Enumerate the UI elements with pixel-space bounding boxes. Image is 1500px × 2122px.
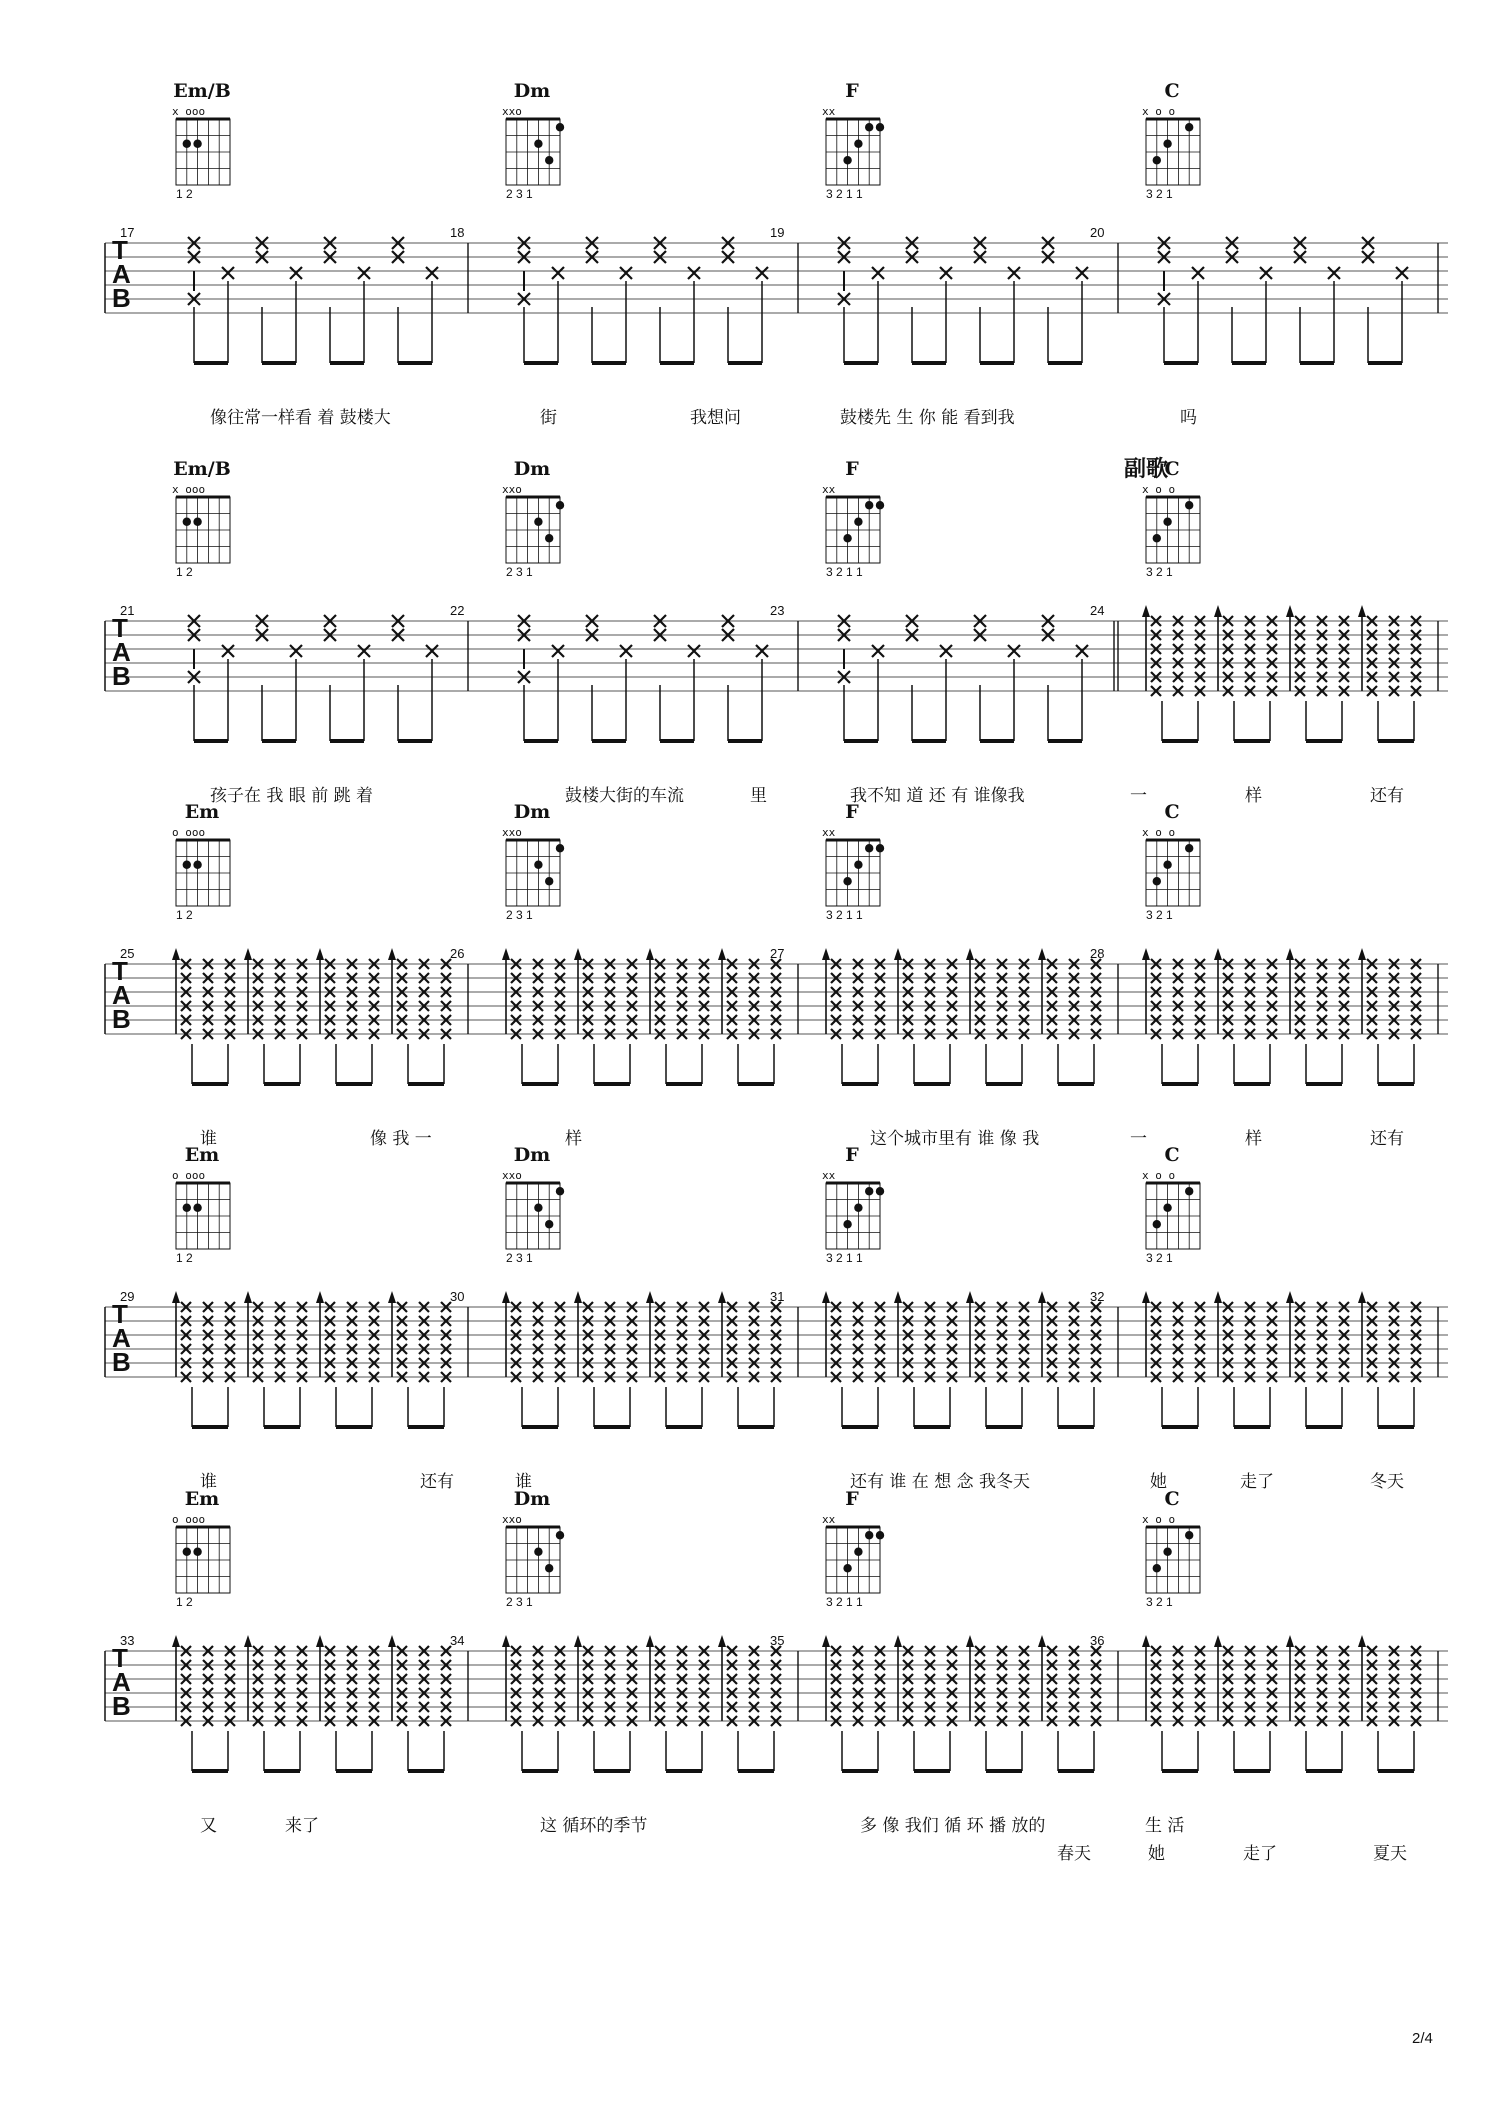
tab-clef-letter: A	[112, 637, 131, 667]
finger-numbers: 1 2	[176, 187, 193, 201]
tab-measure	[1090, 1144, 1438, 1427]
chord-name: C	[1164, 458, 1180, 480]
finger-dot	[843, 534, 851, 542]
chord-name: Em	[184, 1144, 220, 1166]
chord-name: Em	[184, 801, 220, 823]
string-markers: xxo	[502, 1169, 522, 1182]
finger-dot	[1185, 1531, 1193, 1539]
string-markers: xx	[822, 1169, 836, 1182]
chord-name: F	[845, 1488, 859, 1510]
tab-system	[105, 1144, 1448, 1492]
lyric-text-second-verse: 走了	[1243, 1844, 1277, 1864]
tab-measure	[120, 80, 468, 363]
tab-clef-letter: B	[112, 1691, 131, 1721]
chord-diagram	[822, 483, 884, 579]
chord-diagram	[1142, 105, 1200, 201]
tab-measure	[1090, 458, 1438, 741]
finger-dot	[183, 1548, 191, 1556]
finger-dot	[854, 1204, 862, 1212]
chord-name: F	[845, 1144, 859, 1166]
tab-clef-letter: B	[112, 283, 131, 313]
chord-diagram	[822, 105, 884, 201]
tab-clef-letter: A	[112, 1323, 131, 1353]
string-markers: x o o	[1142, 1169, 1176, 1182]
chord-name: Dm	[513, 458, 551, 480]
lyric-text: 鼓楼大街的车流	[565, 786, 684, 806]
chord-diagram	[1142, 1513, 1200, 1609]
finger-dot	[865, 501, 873, 509]
tab-measure	[1090, 80, 1438, 363]
lyric-text: 还有 谁 在 想 念 我冬天	[850, 1472, 1031, 1492]
tab-clef-letter: A	[112, 980, 131, 1010]
tab-measure	[1090, 1488, 1438, 1771]
tab-measure	[450, 801, 798, 1084]
lyric-text: 生 活	[1145, 1816, 1185, 1836]
finger-numbers: 3 2 1 1	[826, 1595, 863, 1609]
lyric-text-second-verse: 她	[1148, 1844, 1165, 1864]
finger-numbers: 2 3 1	[506, 1251, 533, 1265]
chord-diagram	[1142, 826, 1200, 922]
finger-numbers: 3 2 1 1	[826, 908, 863, 922]
measure-number: 22	[450, 603, 465, 618]
lyric-text: 一	[1130, 1129, 1147, 1149]
chord-diagram	[502, 826, 564, 922]
lyrics-line	[200, 1472, 1404, 1492]
lyric-text: 样	[1245, 786, 1262, 806]
chord-diagram	[1142, 483, 1200, 579]
measure-number: 34	[450, 1633, 465, 1648]
finger-numbers: 1 2	[176, 565, 193, 579]
chord-name: Em/B	[173, 458, 231, 480]
tab-system	[105, 1488, 1448, 1864]
lyric-text: 冬天	[1370, 1472, 1404, 1492]
finger-dot	[183, 140, 191, 148]
finger-numbers: 3 2 1 1	[826, 1251, 863, 1265]
tab-measure	[120, 1144, 468, 1427]
chord-name: C	[1164, 1144, 1180, 1166]
lyric-text: 鼓楼先 生 你 能 看到我	[840, 408, 1015, 428]
lyric-text: 样	[1245, 1129, 1262, 1149]
finger-dot	[556, 844, 564, 852]
lyric-text: 我不知 道 还 有 谁像我	[850, 786, 1025, 806]
tab-system	[105, 80, 1448, 428]
lyric-text: 还有	[420, 1472, 454, 1492]
finger-dot	[534, 140, 542, 148]
finger-dot	[1185, 501, 1193, 509]
finger-dot	[1163, 518, 1171, 526]
finger-dot	[843, 1564, 851, 1572]
measure-number: 36	[1090, 1633, 1105, 1648]
string-markers: o ooo	[172, 1513, 206, 1526]
lyric-text-second-verse: 春天	[1057, 1844, 1091, 1864]
finger-dot	[1163, 1548, 1171, 1556]
finger-numbers: 3 2 1	[1146, 187, 1173, 201]
lyric-text: 街	[540, 408, 557, 428]
measure-number: 23	[770, 603, 785, 618]
tab-clef-letter: A	[112, 1667, 131, 1697]
lyric-text: 我想问	[690, 408, 741, 428]
measure-number: 20	[1090, 225, 1105, 240]
finger-dot	[1163, 861, 1171, 869]
finger-numbers: 3 2 1 1	[826, 187, 863, 201]
measure-number: 17	[120, 225, 135, 240]
finger-dot	[534, 861, 542, 869]
chord-diagram	[502, 1169, 564, 1265]
page-number: 2/4	[1412, 2030, 1433, 2047]
lyric-text: 来了	[285, 1816, 319, 1836]
finger-numbers: 3 2 1	[1146, 565, 1173, 579]
string-markers: xx	[822, 483, 836, 496]
measure-number: 29	[120, 1289, 135, 1304]
tab-system	[105, 801, 1448, 1149]
finger-dot	[1153, 534, 1161, 542]
string-markers: x o o	[1142, 1513, 1176, 1526]
tab-clef-letter: B	[112, 1004, 131, 1034]
string-markers: x o o	[1142, 105, 1176, 118]
lyric-text: 谁	[200, 1129, 217, 1149]
chord-name: F	[845, 458, 859, 480]
lyric-text: 她	[1150, 1472, 1167, 1492]
chord-diagram	[502, 1513, 564, 1609]
finger-dot	[545, 156, 553, 164]
chord-name: Dm	[513, 80, 551, 102]
lyric-text: 孩子在 我 眼 前 跳 着	[210, 786, 374, 806]
finger-dot	[1185, 844, 1193, 852]
finger-dot	[876, 1187, 884, 1195]
finger-dot	[1163, 140, 1171, 148]
string-markers: xxo	[502, 105, 522, 118]
lyric-text: 里	[750, 786, 767, 806]
string-markers: xxo	[502, 1513, 522, 1526]
lyric-text: 一	[1130, 786, 1147, 806]
tab-measure	[120, 1488, 468, 1771]
lyric-text: 像往常一样看 着 鼓楼大	[210, 408, 391, 428]
tab-measure	[770, 1488, 1118, 1771]
tab-measure	[1090, 801, 1438, 1084]
chord-diagram	[172, 105, 230, 201]
lyric-text: 又	[200, 1816, 217, 1836]
finger-dot	[534, 518, 542, 526]
finger-numbers: 2 3 1	[506, 908, 533, 922]
string-markers: x ooo	[172, 483, 206, 496]
measure-number: 27	[770, 946, 785, 961]
string-markers: xx	[822, 826, 836, 839]
finger-numbers: 3 2 1	[1146, 908, 1173, 922]
string-markers: x o o	[1142, 483, 1176, 496]
finger-dot	[865, 844, 873, 852]
finger-dot	[843, 1220, 851, 1228]
tab-measure	[450, 1144, 798, 1427]
finger-dot	[865, 1531, 873, 1539]
tab-measure	[450, 1488, 798, 1771]
finger-dot	[193, 861, 201, 869]
tab-clef-letter: T	[112, 956, 128, 986]
string-markers: x ooo	[172, 105, 206, 118]
finger-dot	[534, 1548, 542, 1556]
tab-measure	[770, 1144, 1118, 1427]
finger-numbers: 1 2	[176, 1251, 193, 1265]
finger-dot	[1163, 1204, 1171, 1212]
measure-number: 26	[450, 946, 465, 961]
finger-dot	[193, 140, 201, 148]
tab-measure	[120, 458, 468, 741]
finger-dot	[1153, 156, 1161, 164]
measure-number: 21	[120, 603, 135, 618]
chord-diagram	[172, 483, 230, 579]
finger-dot	[843, 877, 851, 885]
measure-number: 35	[770, 1633, 785, 1648]
finger-dot	[1185, 123, 1193, 131]
finger-numbers: 3 2 1	[1146, 1251, 1173, 1265]
chord-name: Em/B	[173, 80, 231, 102]
chord-diagram	[1142, 1169, 1200, 1265]
measure-number: 31	[770, 1289, 785, 1304]
chord-diagram	[172, 1513, 230, 1609]
tab-clef-letter: T	[112, 1643, 128, 1673]
tab-measure	[120, 801, 468, 1084]
finger-dot	[545, 877, 553, 885]
finger-dot	[183, 1204, 191, 1212]
finger-dot	[865, 123, 873, 131]
chord-diagram	[502, 483, 564, 579]
lyric-text: 走了	[1240, 1472, 1274, 1492]
measure-number: 19	[770, 225, 785, 240]
chord-name: C	[1164, 1488, 1180, 1510]
finger-dot	[556, 501, 564, 509]
string-markers: x o o	[1142, 826, 1176, 839]
finger-numbers: 2 3 1	[506, 565, 533, 579]
finger-dot	[534, 1204, 542, 1212]
section-label-chorus: 副歌	[1124, 456, 1169, 482]
finger-dot	[854, 861, 862, 869]
finger-dot	[545, 1220, 553, 1228]
finger-dot	[854, 1548, 862, 1556]
string-markers: o ooo	[172, 826, 206, 839]
finger-numbers: 3 2 1 1	[826, 565, 863, 579]
finger-dot	[183, 518, 191, 526]
lyrics-line	[210, 408, 1197, 428]
finger-numbers: 2 3 1	[506, 187, 533, 201]
string-markers: xx	[822, 105, 836, 118]
finger-dot	[1153, 1220, 1161, 1228]
finger-dot	[193, 1204, 201, 1212]
measure-number: 24	[1090, 603, 1105, 618]
finger-dot	[854, 140, 862, 148]
measure-number: 33	[120, 1633, 135, 1648]
finger-dot	[556, 1531, 564, 1539]
finger-dot	[876, 1531, 884, 1539]
finger-dot	[843, 156, 851, 164]
lyric-text-second-verse: 夏天	[1373, 1844, 1407, 1864]
tab-measure	[450, 80, 798, 363]
lyric-text: 多 像 我们 循 环 播 放的	[860, 1816, 1046, 1836]
lyrics-line	[210, 786, 1404, 806]
tab-clef-letter: B	[112, 661, 131, 691]
finger-numbers: 1 2	[176, 908, 193, 922]
finger-dot	[545, 1564, 553, 1572]
finger-numbers: 2 3 1	[506, 1595, 533, 1609]
string-markers: xxo	[502, 826, 522, 839]
string-markers: o ooo	[172, 1169, 206, 1182]
finger-dot	[193, 518, 201, 526]
finger-dot	[556, 123, 564, 131]
measure-number: 32	[1090, 1289, 1105, 1304]
measure-number: 28	[1090, 946, 1105, 961]
chord-name: C	[1164, 80, 1180, 102]
lyric-text: 这 循环的季节	[540, 1816, 648, 1836]
tab-measure	[770, 80, 1118, 363]
chord-name: F	[845, 80, 859, 102]
finger-dot	[876, 501, 884, 509]
tab-system	[105, 458, 1448, 806]
measure-number: 25	[120, 946, 135, 961]
lyric-text: 谁	[200, 1472, 217, 1492]
finger-dot	[876, 123, 884, 131]
string-markers: xxo	[502, 483, 522, 496]
finger-dot	[854, 518, 862, 526]
string-markers: xx	[822, 1513, 836, 1526]
chord-name: C	[1164, 801, 1180, 823]
lyric-text: 谁	[515, 1472, 532, 1492]
chord-diagram	[822, 826, 884, 922]
chord-name: Dm	[513, 801, 551, 823]
tab-clef-letter: T	[112, 1299, 128, 1329]
chord-diagram	[172, 826, 230, 922]
lyric-text: 吗	[1180, 408, 1197, 428]
chord-diagram	[822, 1169, 884, 1265]
finger-numbers: 3 2 1	[1146, 1595, 1173, 1609]
finger-numbers: 1 2	[176, 1595, 193, 1609]
lyric-text: 还有	[1370, 1129, 1404, 1149]
lyric-text: 还有	[1370, 786, 1404, 806]
finger-dot	[876, 844, 884, 852]
chord-name: Dm	[513, 1488, 551, 1510]
lyrics-line	[200, 1816, 1407, 1864]
finger-dot	[556, 1187, 564, 1195]
tab-clef-letter: T	[112, 235, 128, 265]
finger-dot	[183, 861, 191, 869]
tab-clef-letter: A	[112, 259, 131, 289]
tab-clef-letter: T	[112, 613, 128, 643]
finger-dot	[1185, 1187, 1193, 1195]
finger-dot	[1153, 1564, 1161, 1572]
chord-diagram	[822, 1513, 884, 1609]
lyric-text: 这个城市里有 谁 像 我	[870, 1129, 1040, 1149]
tab-measure	[770, 458, 1118, 741]
chord-name: Em	[184, 1488, 220, 1510]
chord-name: Dm	[513, 1144, 551, 1166]
measure-number: 18	[450, 225, 465, 240]
finger-dot	[865, 1187, 873, 1195]
lyrics-line	[200, 1129, 1404, 1149]
tab-clef-letter: B	[112, 1347, 131, 1377]
lyric-text: 样	[565, 1129, 582, 1149]
tab-measure	[770, 801, 1118, 1084]
tab-measure	[450, 458, 798, 741]
chord-name: F	[845, 801, 859, 823]
finger-dot	[1153, 877, 1161, 885]
chord-diagram	[502, 105, 564, 201]
lyric-text: 像 我 一	[370, 1129, 432, 1149]
chord-diagram	[172, 1169, 230, 1265]
measure-number: 30	[450, 1289, 465, 1304]
finger-dot	[193, 1548, 201, 1556]
finger-dot	[545, 534, 553, 542]
